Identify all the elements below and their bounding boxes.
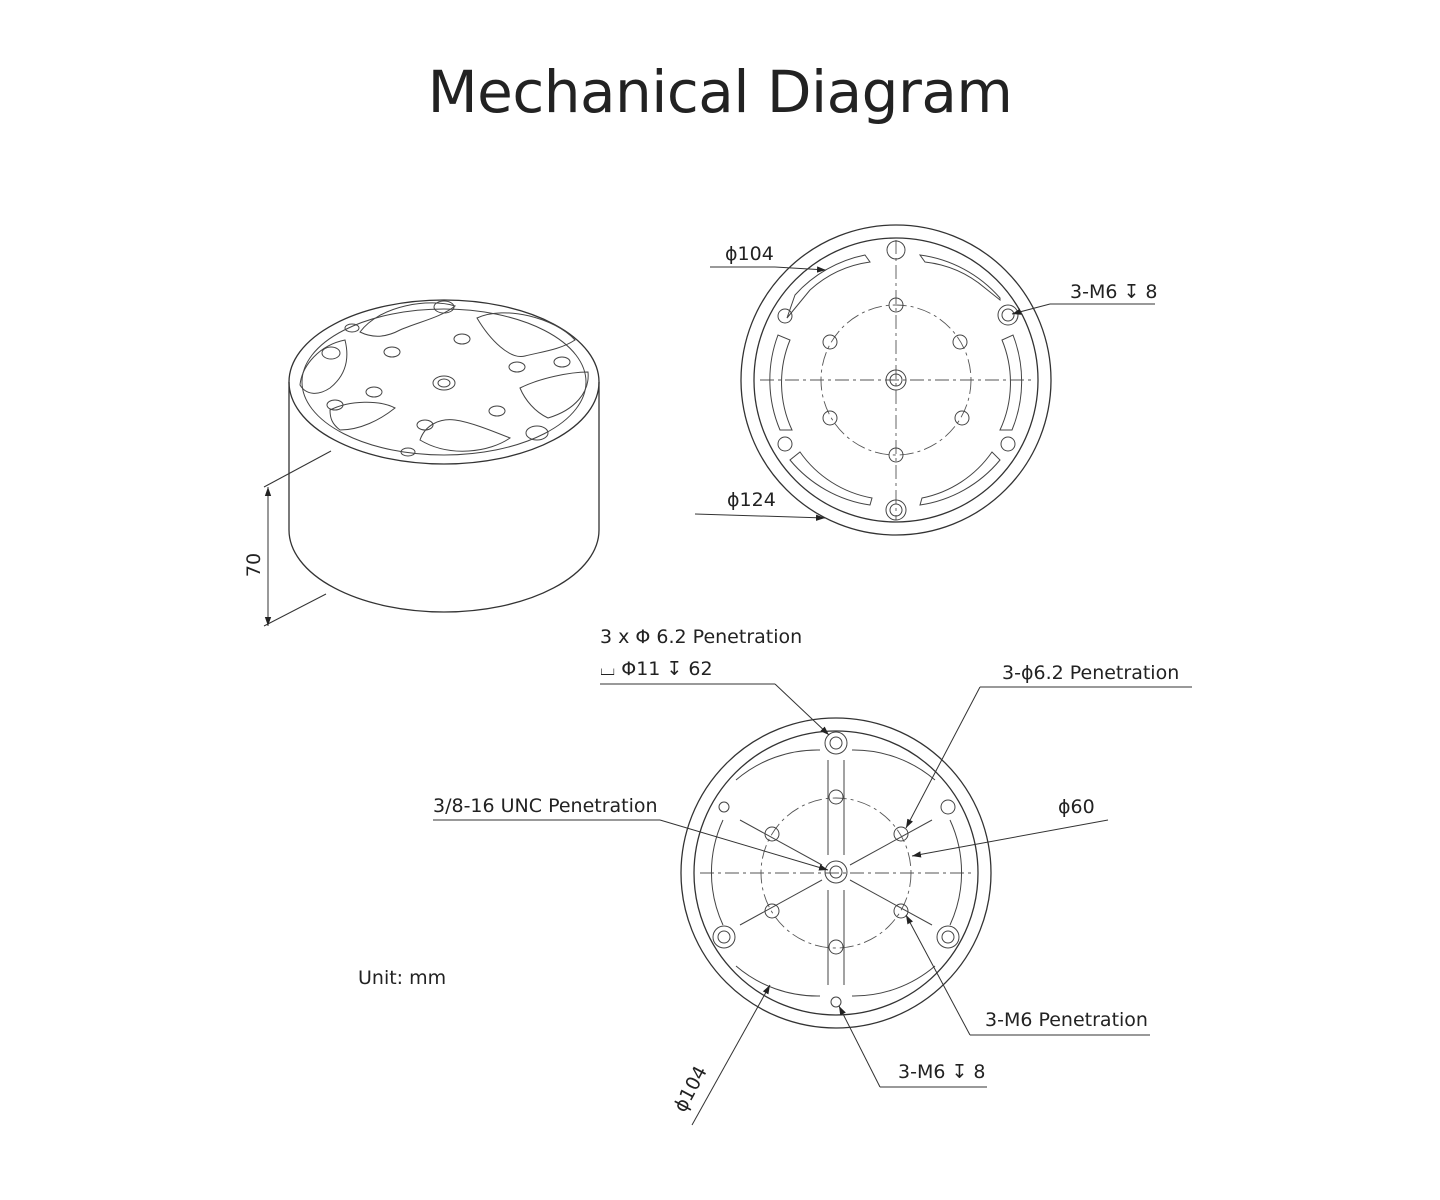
top-view (695, 225, 1158, 535)
penetration-holes-label-2: ⌴ Φ11 ↧ 62 (600, 658, 713, 680)
bottom-holes-view (713, 732, 959, 1007)
side-holes-label: 3-ϕ6.2 Penetration (1002, 662, 1180, 684)
top-outer-diameter: ϕ124 (727, 489, 776, 511)
top-inner-diameter: ϕ104 (725, 243, 774, 265)
center-hole-label: 3/8-16 UNC Penetration (433, 795, 658, 817)
top-pockets (300, 303, 588, 451)
cylinder-top-inner-rim (302, 309, 586, 455)
top-thread-callout: 3-M6 ↧ 8 (1070, 281, 1158, 303)
page-title: Mechanical Diagram (427, 58, 1013, 126)
top-holes (322, 301, 570, 456)
bottom-outer-diameter: ϕ104 (669, 1062, 712, 1116)
penetration-holes-label-1: 3 x Φ 6.2 Penetration (600, 626, 803, 648)
bottom-view (433, 626, 1192, 1125)
isometric-view (243, 300, 599, 626)
m6-depth-label: 3-M6 ↧ 8 (898, 1061, 986, 1083)
cylinder-top-rim (289, 300, 599, 464)
pcd-diameter-label: ϕ60 (1058, 796, 1095, 818)
m6-penetration-label: 3-M6 Penetration (985, 1009, 1148, 1031)
unit-label: Unit: mm (358, 967, 447, 989)
height-dimension: 70 (243, 552, 265, 578)
